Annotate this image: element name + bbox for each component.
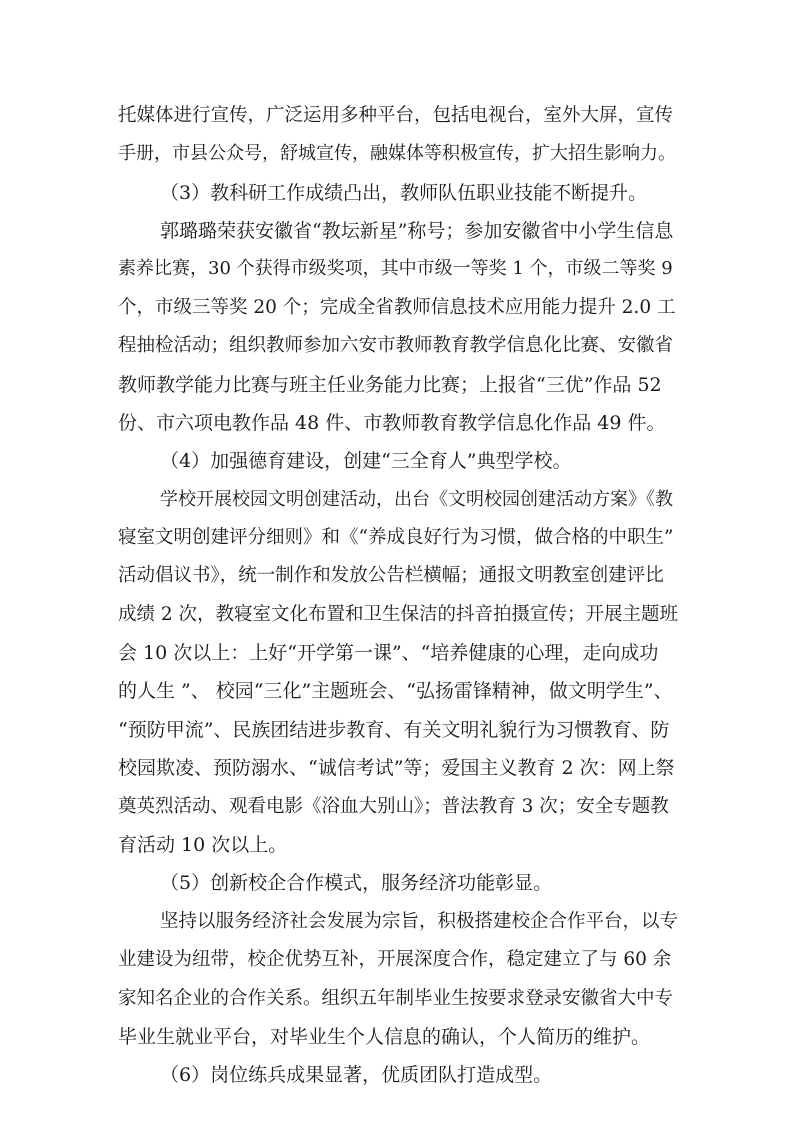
- body-line: 校园欺凌、预防溺水、“诚信考试”等；爱国主义教育 2 次：网上祭: [118, 757, 675, 779]
- body-line: 成绩 2 次，教寝室文化布置和卫生保洁的抖音拍摄宣传；开展主题班: [118, 604, 679, 625]
- body-line: 活动倡议书》，统一制作和发放公告栏横幅；通报文明教室创建评比: [118, 565, 664, 586]
- body-line: 手册，市县公众号，舒城宣传，融媒体等积极宣传，扩大招生影响力。: [118, 143, 676, 164]
- body-line: 的人生 ”、 校园“三化”主题班会、“弘扬雷锋精神，做文明学生”、: [118, 680, 673, 702]
- body-line: 育活动 10 次以上。: [118, 834, 288, 856]
- section-heading: （3）教科研工作成绩凸出，教师队伍职业技能不断提升。: [160, 182, 648, 204]
- body-line: 毕业生就业平台，对毕业生个人信息的确认，个人简历的维护。: [118, 1026, 651, 1048]
- paragraph-first-line: 学校开展校园文明创建活动，出台《文明校园创建活动方案》《教: [160, 489, 673, 510]
- body-line: 寝室文明创建评分细则》和《“养成良好行为习惯，做合格的中职生”: [118, 527, 674, 548]
- section-heading: （6）岗位练兵成果显著，优质团队打造成型。: [160, 1064, 553, 1086]
- body-line: 个，市级三等奖 20 个；完成全省教师信息技术应用能力提升 2.0 工: [118, 297, 676, 318]
- body-line: 托媒体进行宣传，广泛运用多种平台，包括电视台，室外大屏，宣传: [118, 105, 674, 126]
- body-line: 业建设为纽带，校企优势互补，开展深度合作，稳定建立了与 60 余: [118, 949, 672, 970]
- section-heading: （5）创新校企合作模式，服务经济功能彰显。: [160, 872, 553, 894]
- body-line: 奠英烈活动、观看电影《浴血大别山》；普法教育 3 次；安全专题教: [118, 796, 669, 817]
- body-line: 程抽检活动；组织教师参加六安市教师教育教学信息化比赛、安徽省: [118, 335, 674, 356]
- body-line: “预防甲流”、民族团结进步教育、有关文明礼貌行为习惯教育、防: [118, 719, 670, 741]
- paragraph-first-line: 坚持以服务经济社会发展为宗旨，积极搭建校企合作平台，以专: [160, 911, 679, 932]
- section-heading: （4）加强德育建设，创建“三全育人”典型学校。: [160, 450, 572, 472]
- body-line: 素养比赛，30 个获得市级奖项，其中市级一等奖 1 个，市级二等奖 9: [118, 258, 673, 279]
- paragraph-first-line: 郭璐璐荣获安徽省“教坛新星”称号；参加安徽省中小学生信息: [160, 220, 674, 242]
- body-line: 会 10 次以上：上好“开学第一课”、“培养健康的心理，走向成功: [118, 642, 659, 664]
- body-line: 份、市六项电教作品 48 件、市教师教育教学信息化作品 49 件。: [118, 412, 666, 434]
- body-line: 教师教学能力比赛与班主任业务能力比赛；上报省“三优”作品 52: [118, 374, 662, 396]
- body-line: 家知名企业的合作关系。组织五年制毕业生按要求登录安徽省大中专: [118, 988, 674, 1009]
